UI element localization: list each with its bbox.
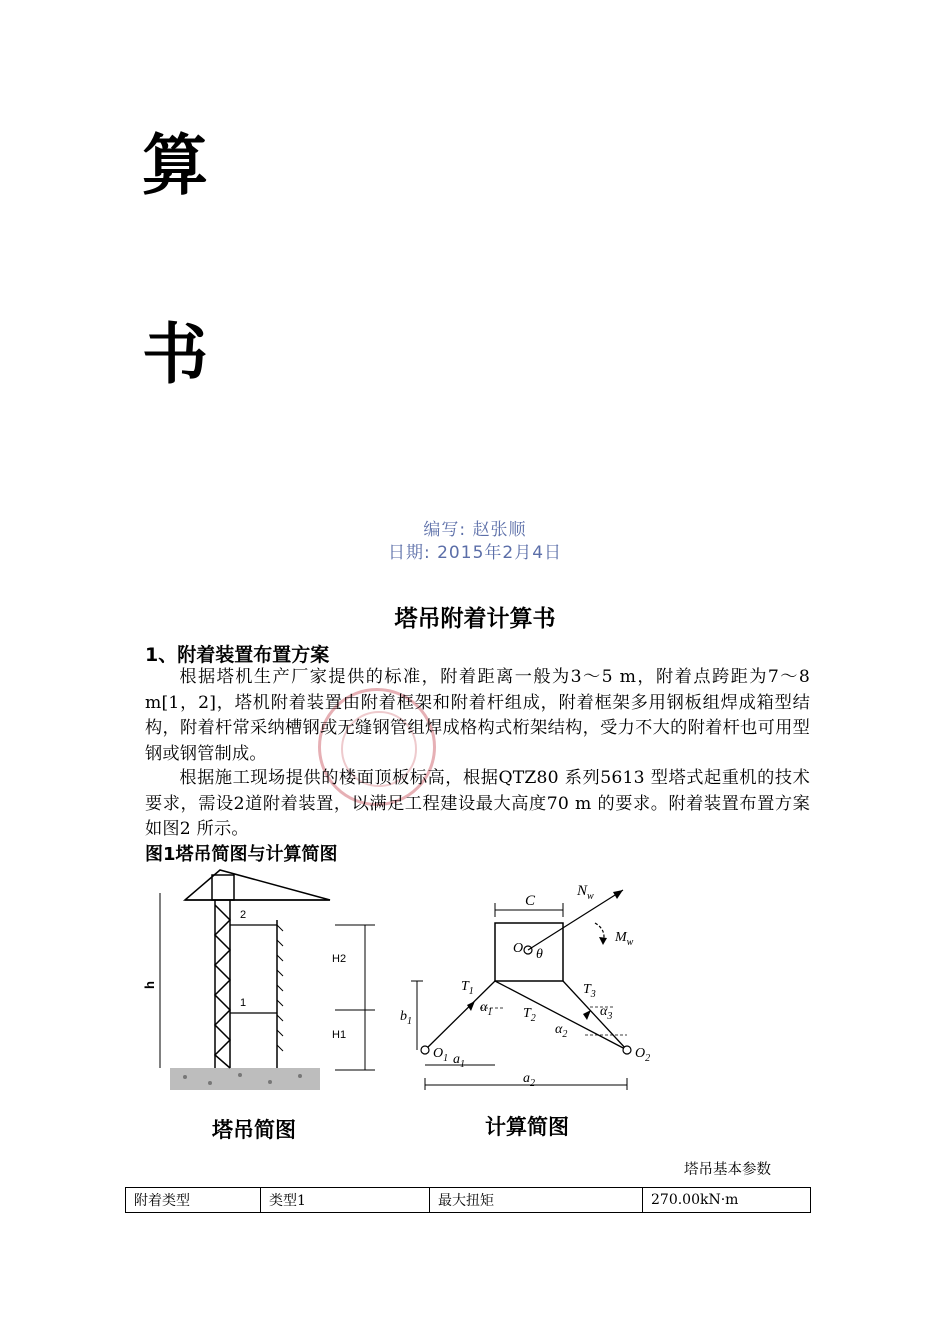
nw-vector	[528, 890, 623, 950]
anchor-o1	[421, 1046, 429, 1054]
crane-cab	[212, 875, 234, 900]
label-o: O	[513, 941, 524, 956]
anchor-o2	[623, 1046, 631, 1054]
calculation-label: 计算简图	[485, 1115, 569, 1139]
attachment-frame	[495, 923, 563, 981]
parameters-table	[125, 1187, 811, 1213]
label-alpha3: $\alpha_3$	[600, 1004, 613, 1022]
table-caption: 塔吊基本参数	[684, 1162, 771, 1178]
label-alpha2: $\alpha_2$	[555, 1022, 568, 1040]
figure-caption: 图1塔吊简图与计算简图	[145, 844, 338, 865]
label-t3: $T_3$	[583, 982, 596, 1000]
calculation-diagram	[395, 875, 665, 1100]
table-row	[126, 1188, 811, 1213]
label-h1: H1	[332, 1029, 347, 1041]
cover-char-suan: 算	[142, 127, 208, 204]
paragraph-2: 根据施工现场提供的楼面顶板标高，根据QTZ80 系列5613 型塔式起重机的技术要求，需设2道附着装置，以满足工程建设最大高度70 m 的要求。附着装置布置方案如图2 所示。	[145, 768, 810, 839]
label-c: C	[525, 893, 536, 909]
section-heading: 1、附着装置布置方案	[145, 644, 330, 666]
tower-crane-diagram	[140, 865, 340, 1095]
tower-height-dimensions	[320, 920, 380, 1080]
crane-jib	[185, 870, 330, 900]
document-title: 塔吊附着计算书	[394, 606, 556, 632]
label-mw: $M_w$	[615, 930, 634, 948]
label-o2: $O_2$	[635, 1046, 651, 1064]
crane-mast	[215, 900, 230, 1068]
ground	[170, 1068, 320, 1090]
label-t1: $T_1$	[461, 979, 474, 997]
label-n2: 2	[240, 909, 247, 921]
label-t2: $T_2$	[523, 1006, 536, 1024]
label-a1: $a_1$	[453, 1052, 465, 1070]
label-h2: H2	[332, 953, 347, 965]
tie-bar-t1	[425, 981, 495, 1050]
label-h: h	[142, 981, 157, 989]
label-theta: θ	[536, 947, 543, 962]
label-o1: $O_1$	[433, 1046, 449, 1064]
author-line: 编写: 赵张顺	[423, 520, 527, 540]
label-nw: $N_w$	[577, 883, 594, 902]
cover-char-shu: 书	[142, 316, 208, 393]
table-cell: 270.00kN·m	[643, 1188, 811, 1213]
label-b1: $b_1$	[400, 1009, 412, 1027]
tower-crane-label: 塔吊简图	[212, 1118, 296, 1142]
table-cell: 类型1	[261, 1188, 430, 1213]
table-cell: 最大扭矩	[430, 1188, 643, 1213]
date-line: 日期: 2015年2月4日	[387, 543, 563, 563]
table-cell: 附着类型	[126, 1188, 261, 1213]
label-alpha1: $\alpha_1$	[480, 1000, 493, 1018]
paragraph-1: 根据塔机生产厂家提供的标准，附着距离一般为3～5 m，附着点跨距为7～8 m[1，2]，塔机附着装置由附着框架和附着杆组成，附着框架多用钢板组焊成箱型结构，附着杆常采纳槽钢或无缝钢管组焊成格构式桁架结构，受力不大的附着杆也可用型钢或钢管制成。	[145, 667, 810, 764]
label-n1: 1	[240, 997, 247, 1009]
label-a2: $a_2$	[523, 1071, 535, 1089]
